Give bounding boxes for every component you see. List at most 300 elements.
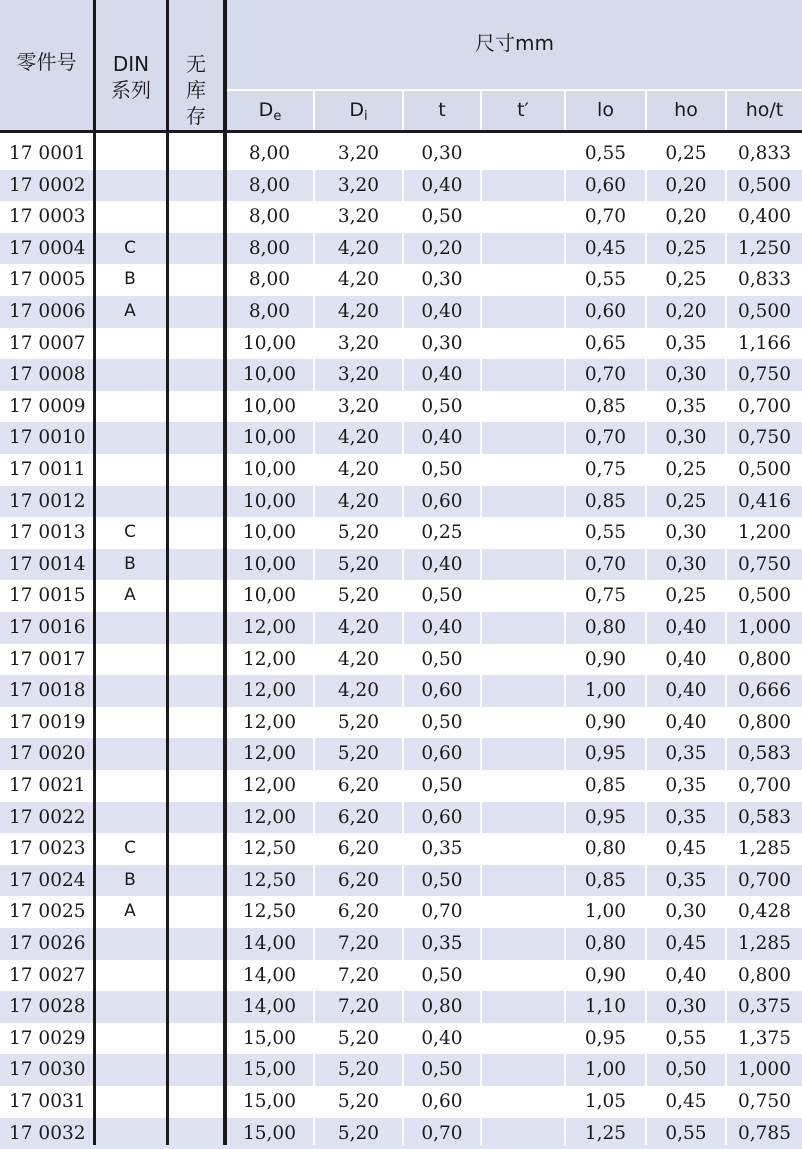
ho-t-cell: 1,000 xyxy=(738,1059,791,1081)
ho-t-cell: 0,583 xyxy=(738,806,791,828)
header-dimensions: 尺寸mm xyxy=(475,31,554,55)
ho-cell: 0,35 xyxy=(665,332,707,354)
part-number-cell: 17 0011 xyxy=(9,459,86,480)
io-cell: 0,85 xyxy=(584,869,627,891)
ho-t-cell: 0,700 xyxy=(738,395,791,417)
de-cell: 10,00 xyxy=(243,395,296,417)
table-row xyxy=(0,738,802,770)
din-series-cell xyxy=(96,201,164,233)
ho-t-cell: 0,750 xyxy=(738,553,791,575)
t-cell: 0,40 xyxy=(421,364,463,386)
di-cell: 4,20 xyxy=(337,269,380,291)
t-cell: 0,25 xyxy=(421,522,463,544)
ho-cell: 0,35 xyxy=(665,869,707,891)
table-row xyxy=(0,454,802,486)
io-cell: 0,60 xyxy=(584,174,627,196)
part-number-cell: 17 0004 xyxy=(9,237,86,259)
t-cell: 0,40 xyxy=(421,427,463,449)
table-row xyxy=(0,138,802,170)
column-separator xyxy=(725,91,727,1145)
t-cell: 0,40 xyxy=(421,553,463,575)
table-row xyxy=(0,960,802,992)
t-cell: 0,30 xyxy=(421,332,463,354)
di-cell: 3,20 xyxy=(337,206,380,228)
part-number-cell: 17 0008 xyxy=(9,364,86,386)
table-row xyxy=(0,802,802,834)
io-cell: 0,85 xyxy=(584,775,627,796)
de-cell: 15,00 xyxy=(243,1059,296,1081)
part-number-cell: 17 0013 xyxy=(9,522,86,544)
io-cell: 0,45 xyxy=(584,237,627,259)
t-cell: 0,40 xyxy=(421,617,463,638)
table-row xyxy=(0,391,802,423)
ho-cell: 0,35 xyxy=(665,806,707,828)
de-cell: 14,00 xyxy=(243,996,296,1018)
part-number-cell: 17 0015 xyxy=(9,585,86,607)
io-cell: 0,75 xyxy=(584,459,627,480)
di-cell: 7,20 xyxy=(337,964,380,986)
ho-cell: 0,25 xyxy=(665,585,707,607)
ho-cell: 0,35 xyxy=(665,743,707,765)
t-cell: 0,40 xyxy=(421,174,463,196)
ho-t-cell: 0,375 xyxy=(738,996,791,1018)
io-cell: 0,95 xyxy=(584,743,627,765)
din-series-cell xyxy=(96,1054,164,1086)
de-cell: 12,00 xyxy=(243,743,296,765)
de-cell: 12,50 xyxy=(243,901,296,923)
di-cell: 4,20 xyxy=(337,301,380,322)
part-number-cell: 17 0016 xyxy=(9,617,86,638)
de-cell: 12,00 xyxy=(243,617,296,638)
t-cell: 0,30 xyxy=(421,269,463,291)
io-cell: 0,55 xyxy=(584,143,627,164)
ho-t-cell: 0,750 xyxy=(738,1091,791,1112)
din-series-cell xyxy=(96,1086,164,1118)
di-cell: 5,20 xyxy=(337,711,380,733)
ho-cell: 0,25 xyxy=(665,237,707,259)
table-row xyxy=(0,770,802,802)
ho-t-cell: 0,800 xyxy=(738,711,791,733)
din-series-cell: A xyxy=(124,585,136,606)
ho-cell: 0,40 xyxy=(665,617,707,638)
t-cell: 0,50 xyxy=(421,869,463,891)
table-row xyxy=(0,517,802,549)
de-cell: 10,00 xyxy=(243,364,296,386)
din-series-cell: B xyxy=(124,553,136,574)
table-row xyxy=(0,675,802,707)
header-di xyxy=(315,92,402,129)
ho-cell: 0,40 xyxy=(665,648,707,670)
ho-t-cell: 0,500 xyxy=(738,174,791,196)
io-cell: 0,70 xyxy=(584,206,627,228)
t-cell: 0,30 xyxy=(421,143,463,164)
din-series-cell xyxy=(96,1118,164,1149)
table-row xyxy=(0,865,802,897)
ho-cell: 0,35 xyxy=(665,775,707,796)
de-cell: 10,00 xyxy=(243,490,296,512)
part-number-cell: 17 0017 xyxy=(9,648,86,670)
ho-cell: 0,30 xyxy=(665,553,707,575)
ho-t-cell: 1,200 xyxy=(738,522,791,544)
t-cell: 0,50 xyxy=(421,711,463,733)
part-number-cell: 17 0001 xyxy=(9,143,86,164)
t-cell: 0,50 xyxy=(421,395,463,417)
din-series-cell xyxy=(96,991,164,1023)
ho-cell: 0,30 xyxy=(665,522,707,544)
io-cell: 1,05 xyxy=(584,1091,627,1112)
ho-t-cell: 0,800 xyxy=(738,648,791,670)
t-cell: 0,60 xyxy=(421,1091,463,1112)
din-series-cell: B xyxy=(124,269,136,290)
di-cell: 5,20 xyxy=(337,553,380,575)
ho-t-cell: 0,583 xyxy=(738,743,791,765)
part-number-cell: 17 0007 xyxy=(9,332,86,354)
column-separator xyxy=(480,91,482,1145)
t-cell: 0,40 xyxy=(421,1027,463,1049)
io-cell: 0,55 xyxy=(584,522,627,544)
din-series-cell xyxy=(96,422,164,454)
din-series-cell xyxy=(96,644,164,676)
ho-cell: 0,55 xyxy=(665,1122,707,1144)
din-series-cell xyxy=(96,770,164,802)
t-cell: 0,60 xyxy=(421,680,463,702)
part-number-cell: 17 0024 xyxy=(9,869,86,891)
di-cell: 5,20 xyxy=(337,585,380,607)
ho-t-cell: 0,400 xyxy=(738,206,791,228)
t-cell: 0,35 xyxy=(421,933,463,954)
ho-t-cell: 0,750 xyxy=(738,364,791,386)
din-series-cell xyxy=(96,328,164,360)
t-cell: 0,50 xyxy=(421,459,463,480)
io-cell: 1,25 xyxy=(584,1122,627,1144)
table-row xyxy=(0,991,802,1023)
di-cell: 3,20 xyxy=(337,143,380,164)
part-number-cell: 17 0019 xyxy=(9,711,86,733)
ho-t-cell: 0,700 xyxy=(738,775,791,796)
io-cell: 0,70 xyxy=(584,364,627,386)
de-cell: 8,00 xyxy=(248,237,291,259)
t-cell: 0,70 xyxy=(421,901,463,923)
ho-t-cell: 0,833 xyxy=(738,143,791,164)
de-cell: 10,00 xyxy=(243,553,296,575)
din-series-cell xyxy=(96,138,164,170)
ho-t-cell: 0,428 xyxy=(738,901,791,923)
part-number-cell: 17 0029 xyxy=(9,1027,86,1049)
column-separator xyxy=(645,91,647,1145)
t-cell: 0,50 xyxy=(421,648,463,670)
t-cell: 0,80 xyxy=(421,996,463,1018)
io-cell: 0,95 xyxy=(584,1027,627,1049)
ho-cell: 0,25 xyxy=(665,459,707,480)
t-cell: 0,70 xyxy=(421,1122,463,1144)
de-cell: 8,00 xyxy=(248,269,291,291)
din-series-cell xyxy=(96,928,164,960)
din-series-cell xyxy=(96,612,164,644)
ho-cell: 0,40 xyxy=(665,711,707,733)
din-series-cell: B xyxy=(124,869,136,890)
header-din-line1: DIN xyxy=(112,52,150,76)
table-row xyxy=(0,1023,802,1055)
table-row xyxy=(0,328,802,360)
io-cell: 0,55 xyxy=(584,269,627,291)
io-cell: 0,80 xyxy=(584,933,627,954)
di-cell: 5,20 xyxy=(337,1027,380,1049)
part-number-cell: 17 0028 xyxy=(9,996,86,1018)
ho-t-cell: 1,375 xyxy=(738,1027,791,1049)
table-row xyxy=(0,549,802,581)
io-cell: 0,85 xyxy=(584,490,627,512)
de-cell: 8,00 xyxy=(248,143,291,164)
de-cell: 12,50 xyxy=(243,869,296,891)
io-cell: 0,70 xyxy=(584,553,627,575)
header-di-base: D xyxy=(349,99,364,121)
t-cell: 0,35 xyxy=(421,838,463,860)
io-cell: 0,90 xyxy=(584,648,627,670)
io-cell: 0,85 xyxy=(584,395,627,417)
header-de xyxy=(228,92,312,129)
din-series-cell xyxy=(96,170,164,202)
de-cell: 15,00 xyxy=(243,1027,296,1049)
part-number-cell: 17 0026 xyxy=(9,933,86,954)
part-number-cell: 17 0031 xyxy=(9,1091,86,1112)
ho-cell: 0,20 xyxy=(665,174,707,196)
part-number-cell: 17 0018 xyxy=(9,680,86,702)
di-cell: 5,20 xyxy=(337,522,380,544)
din-series-cell xyxy=(96,486,164,518)
di-cell: 3,20 xyxy=(337,364,380,386)
part-number-cell: 17 0006 xyxy=(9,301,86,322)
io-cell: 1,10 xyxy=(584,996,627,1018)
header-ho-t: ho/t xyxy=(745,99,784,121)
ho-t-cell: 1,000 xyxy=(738,617,791,638)
de-cell: 8,00 xyxy=(248,174,291,196)
ho-cell: 0,25 xyxy=(665,143,707,164)
t-cell: 0,50 xyxy=(421,964,463,986)
di-cell: 4,20 xyxy=(337,459,380,480)
de-cell: 12,50 xyxy=(243,838,296,860)
de-cell: 12,00 xyxy=(243,648,296,670)
part-number-cell: 17 0027 xyxy=(9,964,86,986)
di-cell: 4,20 xyxy=(337,427,380,449)
di-cell: 6,20 xyxy=(337,775,380,796)
io-cell: 0,65 xyxy=(584,332,627,354)
header-di-sub: i xyxy=(364,109,368,124)
din-series-cell xyxy=(96,707,164,739)
din-series-cell: A xyxy=(124,901,136,922)
t-cell: 0,50 xyxy=(421,206,463,228)
ho-cell: 0,30 xyxy=(665,364,707,386)
header-de-base: D xyxy=(258,99,274,121)
header-din-line2: 系列 xyxy=(111,78,151,102)
part-number-cell: 17 0010 xyxy=(9,427,86,449)
din-series-cell: A xyxy=(124,301,136,321)
header-ho: ho xyxy=(674,99,698,121)
de-cell: 14,00 xyxy=(243,964,296,986)
table-row xyxy=(0,580,802,612)
ho-cell: 0,45 xyxy=(665,838,707,860)
column-rule xyxy=(166,0,169,1145)
ho-cell: 0,30 xyxy=(665,996,707,1018)
t-cell: 0,50 xyxy=(421,585,463,607)
part-number-cell: 17 0025 xyxy=(9,901,86,923)
part-number-cell: 17 0003 xyxy=(9,206,86,228)
header-part-no: 零件号 xyxy=(16,50,77,74)
table-row xyxy=(0,1086,802,1118)
ho-cell: 0,25 xyxy=(665,490,707,512)
table-row xyxy=(0,833,802,865)
din-series-cell: C xyxy=(124,237,136,258)
column-rule xyxy=(223,0,227,1145)
column-separator xyxy=(402,91,404,1145)
ho-t-cell: 0,500 xyxy=(738,459,791,480)
table-row xyxy=(0,486,802,518)
table-row xyxy=(0,170,802,202)
table-row xyxy=(0,422,802,454)
t-cell: 0,60 xyxy=(421,743,463,765)
part-number-cell: 17 0032 xyxy=(9,1122,86,1144)
t-cell: 0,20 xyxy=(421,237,463,259)
ho-cell: 0,40 xyxy=(665,964,707,986)
table-row xyxy=(0,233,802,265)
io-cell: 0,75 xyxy=(584,585,627,607)
part-number-cell: 17 0005 xyxy=(9,269,86,291)
header-no-stock-line3: 存 xyxy=(186,104,206,128)
din-series-cell xyxy=(96,391,164,423)
din-series-cell xyxy=(96,359,164,391)
header-separator xyxy=(227,89,802,91)
di-cell: 3,20 xyxy=(337,332,380,354)
io-cell: 0,70 xyxy=(584,427,627,449)
ho-t-cell: 1,166 xyxy=(738,332,791,354)
din-series-cell xyxy=(96,454,164,486)
t-cell: 0,50 xyxy=(421,1059,463,1081)
ho-cell: 0,25 xyxy=(665,269,707,291)
de-cell: 12,00 xyxy=(243,680,296,702)
di-cell: 6,20 xyxy=(337,806,380,828)
di-cell: 5,20 xyxy=(337,1122,380,1144)
de-cell: 12,00 xyxy=(243,775,296,796)
table-row xyxy=(0,201,802,233)
t-cell: 0,40 xyxy=(421,301,463,322)
ho-t-cell: 0,666 xyxy=(738,680,791,702)
part-number-cell: 17 0021 xyxy=(9,775,86,796)
ho-t-cell: 0,833 xyxy=(738,269,791,291)
de-cell: 10,00 xyxy=(243,459,296,480)
de-cell: 8,00 xyxy=(248,206,291,228)
di-cell: 4,20 xyxy=(337,617,380,638)
de-cell: 10,00 xyxy=(243,585,296,607)
di-cell: 5,20 xyxy=(337,743,380,765)
table-row xyxy=(0,1054,802,1086)
table-row xyxy=(0,928,802,960)
ho-cell: 0,45 xyxy=(665,1091,707,1112)
column-rule xyxy=(93,0,96,1145)
ho-cell: 0,50 xyxy=(665,1059,707,1081)
part-number-cell: 17 0030 xyxy=(9,1059,86,1081)
io-cell: 0,90 xyxy=(584,964,627,986)
di-cell: 5,20 xyxy=(337,1091,380,1112)
io-cell: 0,80 xyxy=(584,617,627,638)
de-cell: 15,00 xyxy=(243,1091,296,1112)
de-cell: 8,00 xyxy=(248,301,291,322)
di-cell: 6,20 xyxy=(337,838,380,860)
table-row xyxy=(0,644,802,676)
din-series-cell xyxy=(96,1023,164,1055)
de-cell: 15,00 xyxy=(243,1122,296,1144)
din-series-cell xyxy=(96,960,164,992)
de-cell: 10,00 xyxy=(243,522,296,544)
io-cell: 1,00 xyxy=(584,1059,627,1081)
ho-cell: 0,20 xyxy=(665,301,707,322)
header-no-stock-line2: 库 xyxy=(186,78,206,102)
din-series-cell xyxy=(96,738,164,770)
table-row xyxy=(0,1118,802,1149)
part-number-cell: 17 0012 xyxy=(9,490,86,512)
table-row xyxy=(0,612,802,644)
ho-t-cell: 1,285 xyxy=(738,933,791,954)
di-cell: 4,20 xyxy=(337,648,380,670)
table-row xyxy=(0,296,802,328)
part-number-cell: 17 0002 xyxy=(9,174,86,196)
part-number-cell: 17 0022 xyxy=(9,806,86,828)
din-series-cell xyxy=(96,675,164,707)
ho-cell: 0,55 xyxy=(665,1027,707,1049)
header-t-prime: t′ xyxy=(517,99,529,121)
column-separator xyxy=(313,91,315,1145)
t-cell: 0,50 xyxy=(421,775,463,796)
di-cell: 4,20 xyxy=(337,490,380,512)
table-row xyxy=(0,359,802,391)
header-t: t xyxy=(438,99,446,121)
de-cell: 14,00 xyxy=(243,933,296,954)
io-cell: 1,00 xyxy=(584,901,627,923)
table-row xyxy=(0,896,802,928)
di-cell: 7,20 xyxy=(337,933,380,954)
ho-t-cell: 1,250 xyxy=(738,237,791,259)
din-series-cell xyxy=(96,802,164,834)
din-series-cell: C xyxy=(124,522,136,543)
header-rule xyxy=(0,130,802,133)
table-row xyxy=(0,264,802,296)
di-cell: 6,20 xyxy=(337,869,380,891)
di-cell: 5,20 xyxy=(337,1059,380,1081)
header-de-sub: e xyxy=(273,109,282,124)
ho-t-cell: 1,285 xyxy=(738,838,791,860)
ho-t-cell: 0,750 xyxy=(738,427,791,449)
part-number-cell: 17 0009 xyxy=(9,395,86,417)
part-number-cell: 17 0023 xyxy=(9,838,86,860)
ho-cell: 0,45 xyxy=(665,933,707,954)
header-io: lo xyxy=(597,99,614,121)
de-cell: 12,00 xyxy=(243,711,296,733)
ho-cell: 0,20 xyxy=(665,206,707,228)
table-row xyxy=(0,707,802,739)
ho-t-cell: 0,785 xyxy=(738,1122,791,1144)
part-number-cell: 17 0014 xyxy=(9,553,86,575)
t-cell: 0,60 xyxy=(421,490,463,512)
de-cell: 10,00 xyxy=(243,427,296,449)
t-cell: 0,60 xyxy=(421,806,463,828)
din-series-cell: C xyxy=(124,838,136,859)
ho-t-cell: 0,500 xyxy=(738,585,791,607)
di-cell: 3,20 xyxy=(337,174,380,196)
io-cell: 0,90 xyxy=(584,711,627,733)
de-cell: 12,00 xyxy=(243,806,296,828)
di-cell: 7,20 xyxy=(337,996,380,1018)
ho-t-cell: 0,800 xyxy=(738,964,791,986)
ho-cell: 0,35 xyxy=(665,395,707,417)
de-cell: 10,00 xyxy=(243,332,296,354)
